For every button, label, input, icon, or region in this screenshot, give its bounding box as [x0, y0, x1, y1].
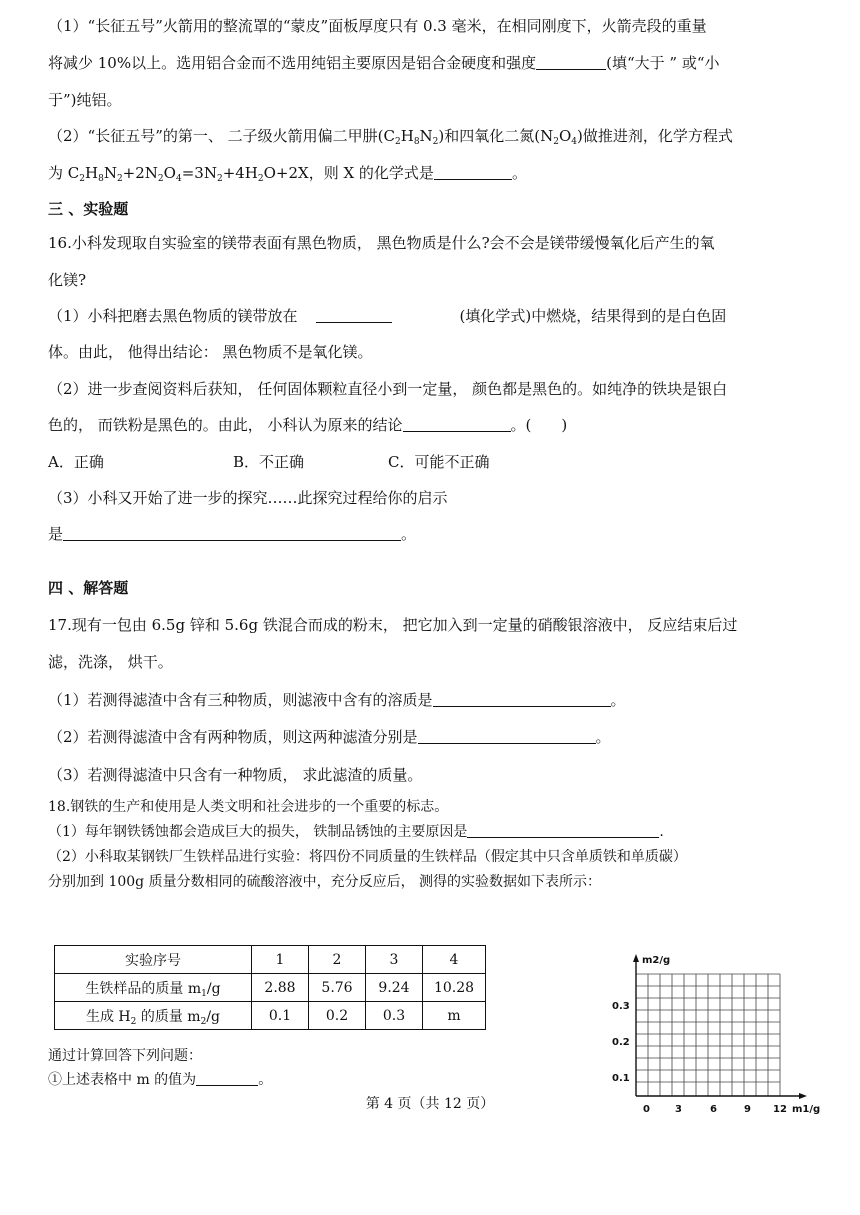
y-axis-label: m2/g — [642, 955, 671, 966]
x-tick: 3 — [675, 1104, 682, 1115]
period: 。 — [511, 164, 527, 182]
q18-line1: 18.钢铁的生产和使用是人类文明和社会进步的一个重要的标志。 — [48, 799, 449, 815]
answer-blank[interactable] — [196, 1070, 258, 1086]
y-tick: 0.3 — [612, 1001, 630, 1012]
q18-calc-intro: 通过计算回答下列问题： — [48, 1048, 202, 1064]
x-tick: 0 — [643, 1104, 650, 1115]
q16-part1-line2: 体。由此， 他得出结论： 黑色物质不是氧化镁。 — [48, 343, 373, 361]
answer-blank[interactable] — [433, 691, 611, 707]
q17-part3: （3）若测得滤渣中只含有一种物质， 求此滤渣的质量。 — [48, 766, 423, 784]
q16-part1-line1 — [48, 306, 726, 326]
table-row — [55, 974, 486, 1002]
answer-blank[interactable] — [403, 416, 511, 432]
grid-lines — [636, 974, 780, 1096]
table-cell: 9.24 — [366, 974, 423, 1002]
answer-blank[interactable] — [536, 54, 606, 70]
table-cell: 生铁样品的质量 $m_1/g$ — [55, 974, 252, 1002]
q18-sub1 — [48, 1070, 272, 1090]
option-c[interactable]: C．可能不正确 — [388, 453, 490, 471]
x-tick: 9 — [744, 1104, 751, 1115]
table-cell: 0.3 — [366, 1002, 423, 1030]
x-axis-label: m1/g — [792, 1104, 821, 1115]
q15-part2-line1: （2）“长征五号”的第一、 二子级火箭用偏二甲肼$(C_2H_8N_2)$和四氧化二氮$(N_2O_4)$做推进剂，化学方程式 — [48, 127, 733, 147]
q16-line2: 化镁? — [48, 271, 87, 289]
option-a[interactable]: A．正确 — [48, 453, 104, 471]
answer-blank[interactable] — [316, 307, 392, 323]
x-tick: 6 — [710, 1104, 717, 1115]
period: . — [659, 824, 664, 840]
y-axis-arrow — [633, 954, 639, 962]
q15-part1-hint: (填“大于 ” 或“小 — [606, 54, 720, 72]
x-tick: 12 — [773, 1104, 787, 1115]
table-cell: 生成 $H_2$ 的质量 $m_2/g$ — [55, 1002, 252, 1030]
answer-blank[interactable] — [434, 164, 512, 180]
table-cell: 2 — [309, 946, 366, 974]
period: 。 — [610, 691, 626, 709]
table-cell: 4 — [423, 946, 486, 974]
q16-part1-text: （1）小科把磨去黑色物质的镁带放在 — [48, 307, 298, 325]
table-row — [55, 1002, 486, 1030]
q16-part3-text: 是 — [48, 525, 64, 543]
section-heading-answer: 四 、解答题 — [48, 579, 129, 597]
q16-part2-line2 — [48, 415, 567, 435]
q16-part3-line2 — [48, 524, 416, 544]
y-tick: 0.1 — [612, 1073, 630, 1084]
q18-part2-line1: （2）小科取某钢铁厂生铁样品进行实验：将四份不同质量的生铁样品（假定其中只含单质铁和单质碳） — [48, 849, 687, 865]
q18-part1-text: （1）每年钢铁锈蚀都会造成巨大的损失， 铁制品锈蚀的主要原因是 — [48, 824, 468, 840]
period: 。 — [258, 1072, 273, 1088]
q16-part1-hint: (填化学式)中燃烧，结果得到的是白色固 — [459, 307, 727, 325]
period: 。 — [595, 728, 611, 746]
q16-part2-line1: （2）进一步查阅资料后获知， 任何固体颗粒直径小到一定量， 颜色都是黑色的。如纯净的铁块是银白 — [48, 380, 728, 398]
q15-part1-line2 — [48, 53, 720, 73]
y-tick: 0.2 — [612, 1037, 630, 1048]
option-b[interactable]: B．不正确 — [233, 453, 305, 471]
q17-part1-text: （1）若测得滤渣中含有三种物质，则滤液中含有的溶质是 — [48, 691, 433, 709]
q15-part1-line3: 于”)纯铝。 — [48, 91, 122, 109]
q16-part2-text: 色的， 而铁粉是黑色的。由此， 小科认为原来的结论 — [48, 416, 403, 434]
table-cell: 2.88 — [252, 974, 309, 1002]
q18-part1 — [48, 822, 664, 842]
q16-part3-line1: （3）小科又开始了进一步的探究……此探究过程给你的启示 — [48, 489, 448, 507]
table-cell: 10.28 — [423, 974, 486, 1002]
table-cell: 0.2 — [309, 1002, 366, 1030]
axes — [636, 958, 802, 1096]
q18-part2-line2: 分别加到 100g 质量分数相同的硫酸溶液中，充分反应后， 测得的实验数据如下表所示： — [48, 874, 602, 890]
table-cell: 实验序号 — [55, 946, 252, 974]
q15-part2-line2: 为 $C_2H_8N_2+2N_2O_4=3N_2+4H_2O+2X$，则 X 的化学式是 。 — [48, 164, 527, 184]
q15-part1-line1: （1）“长征五号”火箭用的整流罩的“蒙皮”面板厚度只有 0.3 毫米，在相同刚度下，火箭壳段的重量 — [48, 17, 707, 35]
table-cell: 5.76 — [309, 974, 366, 1002]
q17-part2 — [48, 727, 611, 747]
table-cell: 0.1 — [252, 1002, 309, 1030]
q15-part1-text: 将减少 10%以上。选用铝合金而不选用纯铝主要原因是铝合金硬度和强度 — [48, 54, 537, 72]
q17-line1: 17.现有一包由 6.5g 锌和 5.6g 铁混合而成的粉末， 把它加入到一定量的硝酸银溶液中， 反应结束后过 — [48, 616, 738, 634]
answer-blank[interactable] — [467, 822, 659, 838]
table-row — [55, 946, 486, 974]
answer-blank[interactable] — [63, 525, 401, 541]
answer-blank[interactable] — [418, 728, 596, 744]
q17-part1 — [48, 690, 626, 710]
table-cell: m — [423, 1002, 486, 1030]
q18-sub1-text: ①上述表格中 m 的值为 — [48, 1072, 197, 1088]
q17-line2: 滤，洗涤， 烘干。 — [48, 653, 173, 671]
period: 。 — [401, 525, 417, 543]
table-cell: 1 — [252, 946, 309, 974]
data-table — [54, 945, 486, 1030]
q17-part2-text: （2）若测得滤渣中含有两种物质，则这两种滤渣分别是 — [48, 728, 418, 746]
page-footer: 第 4 页（共 12 页） — [365, 1096, 495, 1112]
table-cell: 3 — [366, 946, 423, 974]
answer-paren: 。( ) — [510, 416, 568, 434]
q16-line1: 16.小科发现取自实验室的镁带表面有黑色物质， 黑色物质是什么?会不会是镁带缓慢氧化后产生的氧 — [48, 234, 715, 252]
section-heading-experiment: 三 、实验题 — [48, 200, 129, 218]
q16-options — [48, 452, 489, 472]
